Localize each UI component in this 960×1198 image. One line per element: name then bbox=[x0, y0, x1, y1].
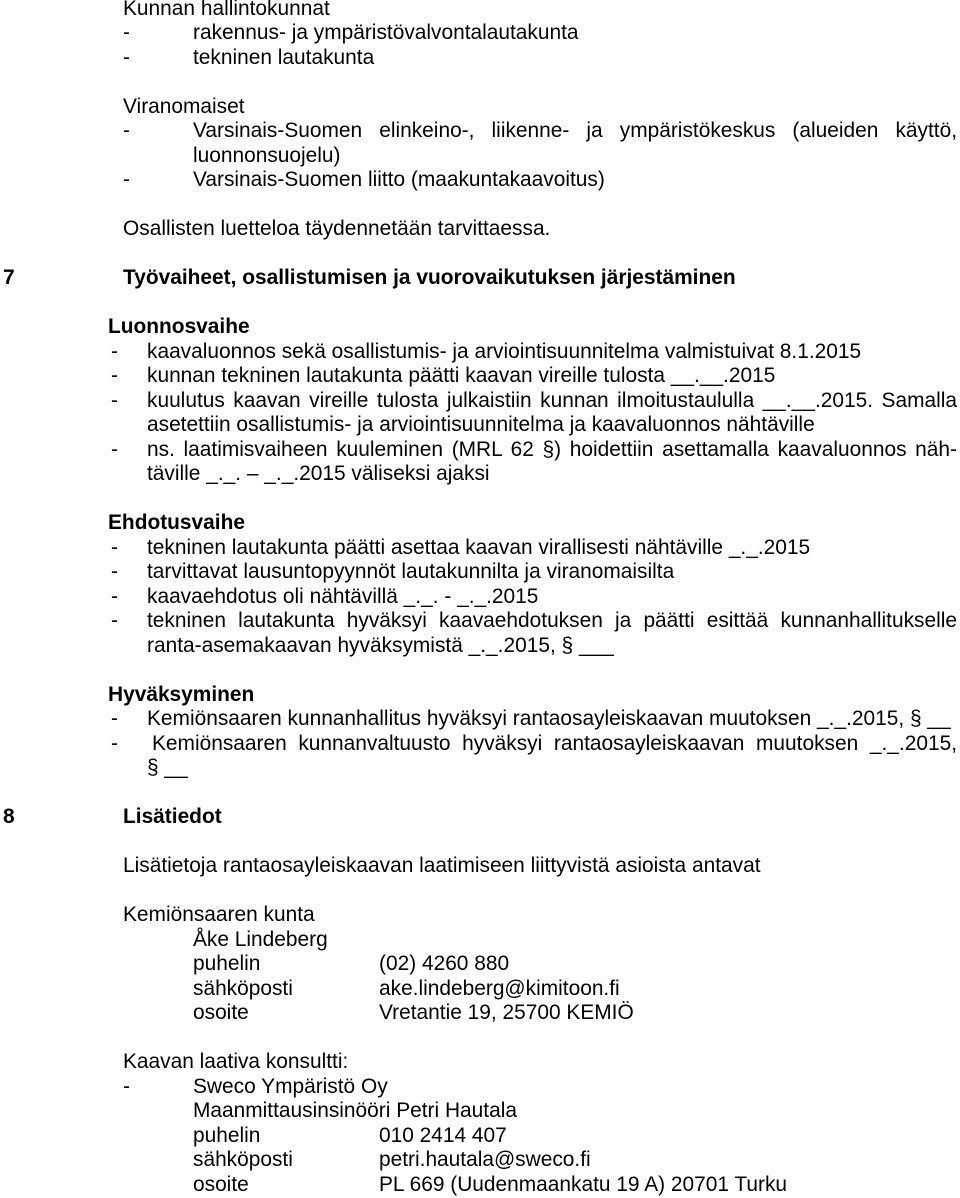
list-bullet: - bbox=[111, 437, 118, 461]
blank-line bbox=[0, 781, 960, 806]
contact-label: puhelin bbox=[193, 952, 261, 975]
blank-line bbox=[0, 830, 960, 855]
list-bullet: - bbox=[111, 339, 118, 363]
contact-value: PL 669 (Uudenmaankatu 19 A) 20701 Turku bbox=[379, 1172, 788, 1196]
list-bullet: - bbox=[111, 535, 118, 559]
phase-item-line: Kemiönsaaren kunnanhallitus hyväksyi rantaosayleiskaavan muutoksen _._.2015, § __ bbox=[147, 707, 951, 730]
section-heading bbox=[0, 266, 960, 291]
list-item-continuation bbox=[0, 756, 960, 781]
list-item bbox=[0, 340, 960, 365]
list-item bbox=[0, 536, 960, 561]
list-item-continuation bbox=[0, 144, 960, 169]
contact-person-line bbox=[0, 928, 960, 953]
phase-title: Luonnosvaihe bbox=[108, 315, 250, 338]
contact-row bbox=[0, 952, 960, 977]
list-item bbox=[0, 732, 960, 757]
intro-line bbox=[0, 854, 960, 879]
phase-item-line: tekninen lautakunta hyväksyi kaavaehdotuksen ja päätti esittää kunnanhallitukselle bbox=[147, 609, 957, 632]
list-bullet: - bbox=[123, 119, 130, 142]
consultant-heading: Kaavan laativa konsultti: bbox=[123, 1050, 349, 1073]
blank-line bbox=[0, 193, 960, 218]
organization-line bbox=[0, 903, 960, 928]
list-item bbox=[0, 560, 960, 585]
contact-value: Vretantie 19, 25700 KEMIÖ bbox=[379, 1001, 634, 1024]
contact-person: Maanmittausinsinööri Petri Hautala bbox=[193, 1099, 517, 1122]
list-bullet: - bbox=[111, 584, 118, 608]
municipal-heading: Kunnan hallintokunnat bbox=[123, 0, 330, 20]
blank-line bbox=[0, 879, 960, 904]
list-item bbox=[0, 168, 960, 193]
contact-value: 010 2414 407 bbox=[379, 1123, 507, 1147]
section-heading bbox=[0, 805, 960, 830]
blank-line bbox=[0, 242, 960, 267]
phase-item-line: tekninen lautakunta päätti asettaa kaavan virallisesti nähtäville _._.2015 bbox=[147, 535, 811, 559]
phase-item-line: ranta-asemakaavan hyväksymistä _._.2015, § ___ bbox=[147, 633, 614, 657]
note-line bbox=[0, 217, 960, 242]
list-item bbox=[0, 1075, 960, 1100]
contact-value: (02) 4260 880 bbox=[379, 952, 510, 975]
contact-label: puhelin bbox=[193, 1123, 261, 1147]
list-item bbox=[0, 46, 960, 71]
phase-item-line: tarvittavat lausuntopyynnöt lautakunnilta ja viranomaisilta bbox=[147, 560, 675, 583]
contact-label: osoite bbox=[193, 1172, 249, 1196]
list-bullet: - bbox=[123, 1074, 130, 1098]
consultant-company: Sweco Ympäristö Oy bbox=[193, 1074, 388, 1098]
contact-label: sähköposti bbox=[193, 1148, 293, 1171]
list-bullet: - bbox=[123, 21, 130, 44]
phase-item-line: kaavaluonnos sekä osallistumis- ja arviointisuunnitelma valmistuivat 8.1.2015 bbox=[147, 339, 862, 363]
list-bullet: - bbox=[123, 168, 130, 191]
phase-item-line: ns. laatimisvaiheen kuuleminen (MRL 62 §) hoidettiin asettamalla kaavaluonnos näh- bbox=[147, 437, 957, 461]
authorities-heading: Viranomaiset bbox=[123, 94, 245, 118]
consultant-heading-line bbox=[0, 1050, 960, 1075]
contact-person: Åke Lindeberg bbox=[193, 927, 328, 951]
municipal-heading-line bbox=[0, 0, 960, 21]
contact-person-line bbox=[0, 1099, 960, 1124]
municipal-item: rakennus- ja ympäristövalvontalautakunta bbox=[193, 21, 579, 44]
authorities-heading-line bbox=[0, 95, 960, 120]
contact-value: petri.hautala@sweco.fi bbox=[379, 1148, 591, 1171]
phase-item-line: kuulutus kaavan vireille tulosta julkaistiin kunnan ilmoitustaululla __.__.2015. Samalla bbox=[147, 388, 957, 412]
section-title: Lisätiedot bbox=[123, 805, 222, 828]
list-bullet: - bbox=[111, 364, 118, 387]
list-item bbox=[0, 21, 960, 46]
contact-row bbox=[0, 1173, 960, 1198]
list-item bbox=[0, 585, 960, 610]
contact-row bbox=[0, 977, 960, 1002]
contact-label: sähköposti bbox=[193, 976, 293, 1000]
list-item bbox=[0, 707, 960, 732]
organization-name: Kemiönsaaren kunta bbox=[123, 903, 315, 926]
phase-item-line: kunnan tekninen lautakunta päätti kaavan vireille tulosta __.__.2015 bbox=[147, 364, 776, 387]
list-item bbox=[0, 119, 960, 144]
section-number: 8 bbox=[3, 805, 15, 828]
stakeholders-note: Osallisten luetteloa täydennetään tarvittaessa. bbox=[123, 217, 551, 240]
authority-item-line: Varsinais-Suomen liitto (maakuntakaavoitus) bbox=[193, 168, 605, 191]
list-bullet: - bbox=[111, 707, 118, 730]
list-item bbox=[0, 438, 960, 463]
phase-item-line: Kemiönsaaren kunnanvaltuusto hyväksyi rantaosayleiskaavan muutoksen _._.2015, bbox=[152, 731, 957, 755]
contact-row bbox=[0, 1001, 960, 1026]
list-bullet: - bbox=[123, 45, 130, 69]
list-bullet: - bbox=[111, 609, 118, 632]
phase-item-line: täville _._. – _._.2015 väliseksi ajaksi bbox=[147, 462, 490, 485]
phase-item-line: asetettiin osallistumis- ja arviointisuunnitelma ja kaavaluonnos nähtäville bbox=[147, 413, 815, 436]
phase-heading bbox=[0, 683, 960, 708]
list-item bbox=[0, 609, 960, 634]
blank-line bbox=[0, 1026, 960, 1051]
contact-value: ake.lindeberg@kimitoon.fi bbox=[379, 976, 620, 1000]
phase-title: Ehdotusvaihe bbox=[108, 511, 245, 534]
list-bullet: - bbox=[111, 731, 118, 755]
phase-item-line: § __ bbox=[147, 756, 188, 779]
list-item-continuation bbox=[0, 462, 960, 487]
contact-row bbox=[0, 1148, 960, 1173]
authority-item-line: Varsinais-Suomen elinkeino-, liikenne- ja ympäristökeskus (alueiden käyttö, bbox=[193, 119, 957, 142]
blank-line bbox=[0, 487, 960, 512]
list-bullet: - bbox=[111, 388, 118, 412]
authority-item-line: luonnonsuojelu) bbox=[193, 143, 341, 167]
phase-heading bbox=[0, 315, 960, 340]
list-item-continuation bbox=[0, 413, 960, 438]
municipal-item: tekninen lautakunta bbox=[193, 45, 375, 69]
section-intro: Lisätietoja rantaosayleiskaavan laatimiseen liittyvistä asioista antavat bbox=[123, 854, 761, 877]
section-number: 7 bbox=[3, 266, 15, 289]
blank-line bbox=[0, 291, 960, 316]
blank-line bbox=[0, 658, 960, 683]
contact-label: osoite bbox=[193, 1001, 249, 1024]
phase-item-line: kaavaehdotus oli nähtävillä _._. - _._.2015 bbox=[147, 584, 539, 608]
phase-title: Hyväksyminen bbox=[108, 682, 255, 706]
list-item bbox=[0, 389, 960, 414]
list-bullet: - bbox=[111, 560, 118, 583]
phase-heading bbox=[0, 511, 960, 536]
list-item-continuation bbox=[0, 634, 960, 659]
section-title: Työvaiheet, osallistumisen ja vuorovaikutuksen järjestäminen bbox=[123, 266, 736, 289]
blank-line bbox=[0, 70, 960, 95]
contact-row bbox=[0, 1124, 960, 1149]
list-item bbox=[0, 364, 960, 389]
